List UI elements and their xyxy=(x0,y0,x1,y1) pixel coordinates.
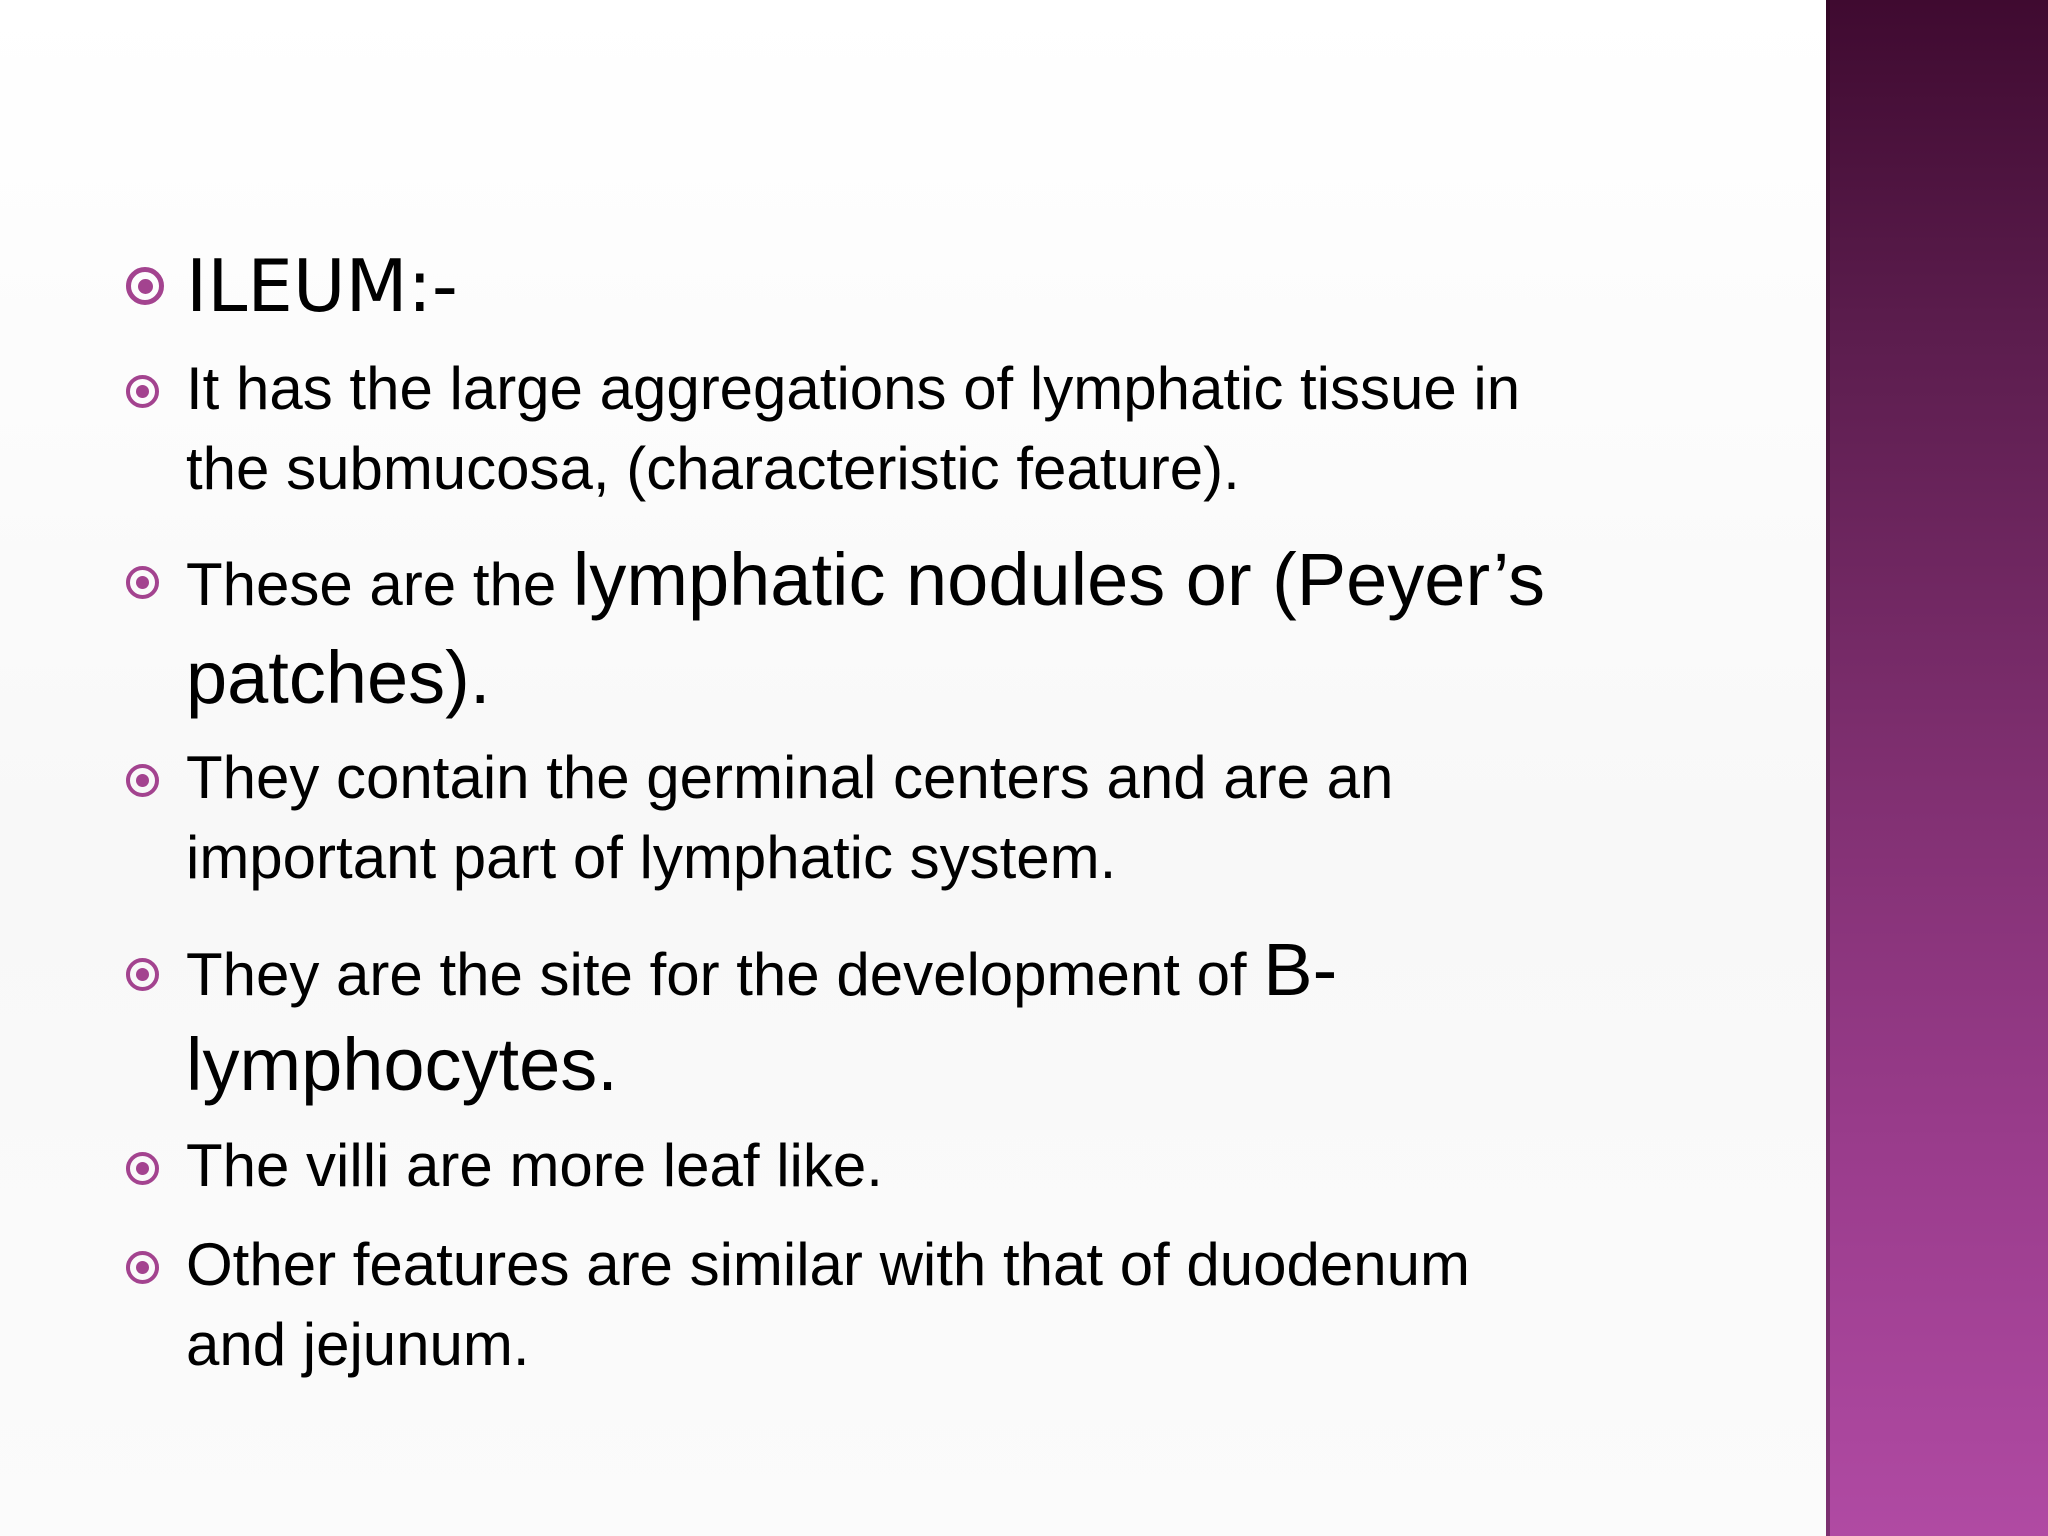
bullet-text-line: important part of lymphatic system. xyxy=(186,824,1117,891)
bullet-text-normal: These are the xyxy=(186,551,573,618)
heading-bullet xyxy=(126,241,1766,331)
bullet-text-line: They contain the germinal centers and are an xyxy=(186,744,1394,811)
bullet-text-line: It has the large aggregations of lymphatic tissue in xyxy=(186,355,1521,422)
bullet-marker-icon xyxy=(126,375,159,408)
heading-text: ILEUM:- xyxy=(186,244,458,328)
bullet-text-line: Other features are similar with that of duodenum xyxy=(186,1231,1470,1298)
bullet-text-large: B- xyxy=(1263,928,1338,1011)
bullet-marker-icon xyxy=(126,1152,159,1185)
bullet-marker-icon xyxy=(126,267,164,305)
bullet-marker-icon xyxy=(126,1251,159,1284)
bullet-text-line: the submucosa, (characteristic feature). xyxy=(186,435,1240,502)
bullet-text-line: The villi are more leaf like. xyxy=(186,1132,883,1199)
bullet-marker-icon xyxy=(126,958,159,991)
decorative-side-bar xyxy=(1826,0,2048,1536)
bullet-text-normal: They are the site for the development of xyxy=(186,941,1264,1008)
bullet-text-line: and jejunum. xyxy=(186,1311,530,1378)
bullet-text-large: lymphatic nodules or (Peyer’s xyxy=(572,538,1545,621)
bullet-marker-icon xyxy=(126,566,159,599)
bullet-text-large-line: lymphocytes. xyxy=(186,1023,618,1106)
bullet-text-large-line: patches). xyxy=(186,636,491,719)
bullet-marker-icon xyxy=(126,764,159,797)
